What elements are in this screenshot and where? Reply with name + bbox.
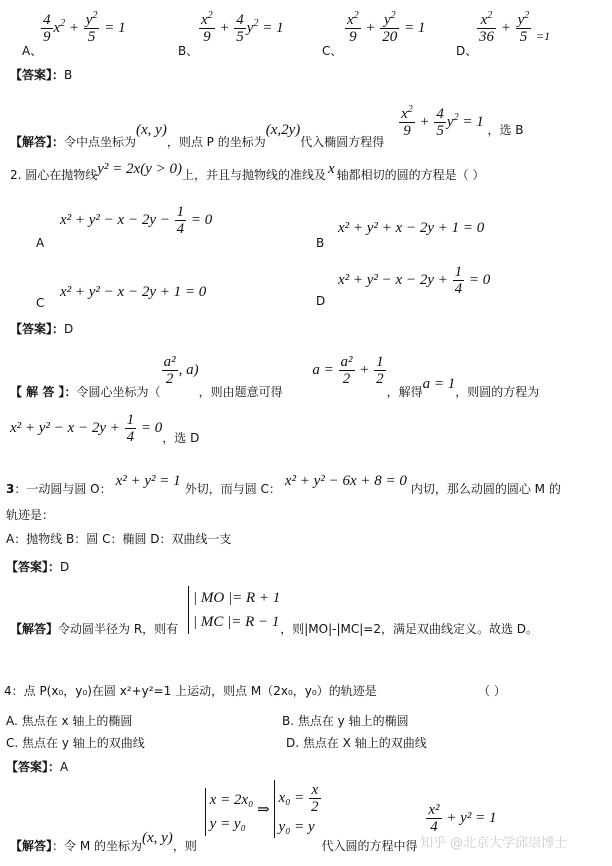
- q2-solution-center: $\frac{\text{a²}}{2}$ , a): [163, 354, 199, 387]
- q4-answer: 【答案】：A: [6, 760, 69, 774]
- q3-solution-system: | MO |= R + 1 | MC |= R − 1: [188, 586, 280, 634]
- q2-option-c-equation: x² + y² − x − 2y + 1 = 0: [60, 284, 207, 300]
- q2-solution-equation: a = $\frac{\text{a²}}{2}$ + $\frac{1}{2}$: [312, 354, 384, 387]
- q4-option-d: D. 焦点在 X 轴上的双曲线: [286, 736, 427, 750]
- q2-option-b-label: B: [316, 236, 325, 250]
- q1-option-d-equation: $\frac{x^2}{36}$ + $\frac{y^2}{5}$ $_{=1}$: [479, 10, 551, 45]
- q1-option-a-equation: $\frac{4}{9}$ $x^2$ + $\frac{y^2}{5}$ = 1: [43, 10, 126, 45]
- q2-solution-line2: x² + y² − x − 2y + $\frac{1}{4}$ = $0_{,选 D}$: [10, 412, 200, 445]
- q3-solution: 【解答】令动圆半径为 R，则有 | MO |= R + 1 | MC |= R − 1 ，则|MO|-|MC|=2，满足双曲线定义。故选 D。: [10, 586, 538, 634]
- q1-option-a-label: A、: [22, 44, 43, 58]
- q2-answer: 【答案】：D: [10, 322, 74, 336]
- q3-stem-line1: 3：一动圆与圆 O： x² + y² = 1 外切，而与圆 C： x² + y² − 6x + 8 = 0 内切，那么动圆的圆心 M 的: [6, 473, 561, 496]
- q4-stem: 4：点 P(x₀，y₀)在圆 x²+y²=1 上运动，则点 M（2x₀，y₀）的轨迹是: [4, 684, 377, 698]
- q1-option-b-label: B、: [178, 44, 199, 58]
- q4-option-b: B. 焦点在 y 轴上的椭圆: [282, 714, 409, 728]
- implies-arrow-icon: ⇒: [257, 802, 270, 818]
- q1-option-c-equation: $\frac{x^2}{9}$ + $\frac{y^2}{20}$ = 1: [347, 10, 426, 45]
- q3-stem-line2: 轨迹是：: [6, 508, 55, 522]
- q2-stem: 2. 圆心在抛物线y² = 2x(y > 0)上，并且与抛物线的准线及 x 轴都相切的圆的方程是（ ）: [10, 161, 485, 182]
- q4-paren: （ ）: [478, 684, 506, 698]
- q1-solution-equation: $\frac{x^2}{9}$ + $\frac{4}{5}$ $y^2 = 1$: [401, 104, 484, 139]
- q4-solution-system-2: x₀ = $\frac{x}{2}$ y₀ = y: [274, 780, 322, 838]
- q2-option-c-label: C: [36, 296, 45, 310]
- q2-option-d-equation: x² + y² − x − 2y + $\frac{1}{4}$ = 0: [338, 264, 491, 297]
- q2-option-d-label: D: [316, 294, 326, 308]
- q3-answer: 【答案】：D: [6, 560, 70, 574]
- watermark: 知乎 @北京大学邱崇博士: [420, 836, 568, 851]
- q2-option-a-label: A: [36, 236, 45, 250]
- q1-option-d-label: D、: [456, 44, 478, 58]
- q1-answer: 【答案】：B: [10, 68, 73, 82]
- q4-option-c: C. 焦点在 y 轴上的双曲线: [6, 736, 145, 750]
- q2-solution-line1: 【 解 答 】：令圆心坐标为（ $\frac{\text{a²}}{2}$ , a)，则由题意可得 a = $\frac{\text{a²}}{2}$ + $\frac{1}{2}$ ，解得a = 1，则圆的方程为: [10, 354, 540, 399]
- q4-solution-equation: $\frac{\text{x²}}{4}$ + y² = 1: [428, 802, 497, 835]
- q4-option-a: A. 焦点在 x 轴上的椭圆: [6, 714, 133, 728]
- q2-option-b-equation: x² + y² + x − 2y + 1 = 0: [338, 220, 485, 236]
- q2-option-a-equation: x² + y² − x − 2y − $\frac{1}{4}$ = 0: [60, 204, 213, 237]
- q4-solution-system-1: x = 2x₀ y = y₀: [205, 788, 254, 836]
- q3-options: A：抛物线 B：圆 C：椭圆 D：双曲线一支: [6, 532, 232, 546]
- q1-option-c-label: C、: [322, 44, 343, 58]
- q1-option-b-equation: $\frac{x^2}{9}$ + $\frac{4}{5}$ $y^2 = 1$: [201, 10, 284, 45]
- q1-solution: 【解答】：令中点坐标为(x, y)，则点 P 的坐标为(x,2y)代入椭圆方程得 $\frac{x^2}{9}$ + $\frac{4}{5}$ $y^2 = 1$ ，选 B: [10, 104, 524, 149]
- q4-solution: 【解答】：令 M 的坐标为(x, y)，则 x = 2x₀ y = y₀ ⇒ x₀ = $\frac{x}{2}$ y₀ = y 代入圆的方程中得 $\frac{\text{x²}}{4}$ + y² = 1: [10, 780, 496, 838]
